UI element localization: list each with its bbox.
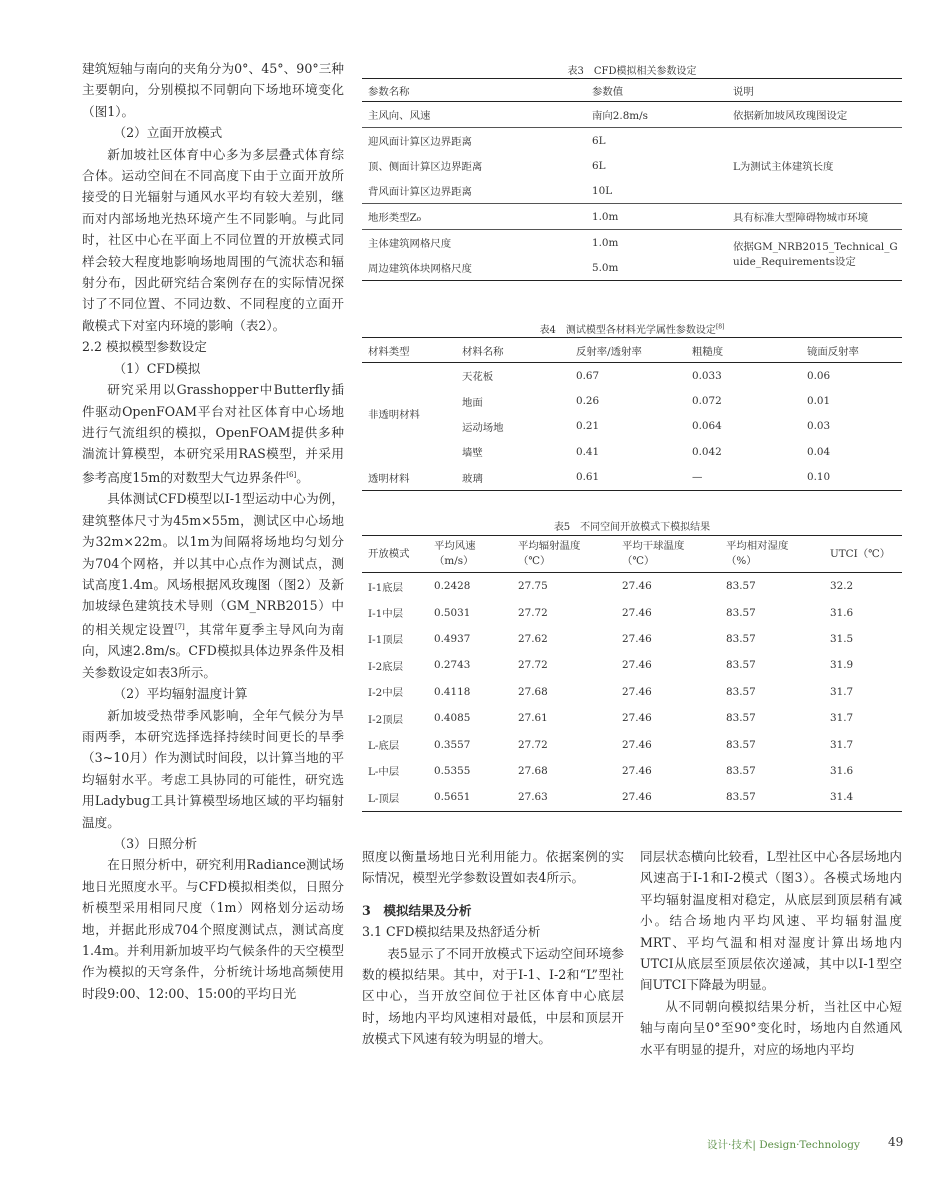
table-cell: 透明材料 xyxy=(368,472,410,485)
table-cell: 运动场地 xyxy=(462,421,504,434)
header-line: 平均风速 xyxy=(434,540,476,552)
table-cell: 0.4085 xyxy=(434,712,471,725)
table-cell: 0.4118 xyxy=(434,685,471,698)
paragraph: 从不同朝向模拟结果分析，当社区中心短轴与南向呈0°至90°变化时，场地内自然通风水平有明显的提升，对应的场地内平均 xyxy=(640,998,902,1057)
paragraph: 在日照分析中，研究利用Radiance测试场地日光照度水平。与CFD模拟相类似，日照分析模型采用相同尺度（1m）网格划分运动场地，并据此形成704个照度测试点，测试高度1.4m。并利用新加坡平均气候条件的天空模型作为模拟的天穹条件，分析统计场地高频使用时段9:00、12:00、15:00的平均日光 xyxy=(82,857,344,1001)
table-row xyxy=(362,363,902,389)
table-cell: 31.7 xyxy=(830,685,854,698)
table-cell: 27.46 xyxy=(622,764,652,777)
table-header: 材料名称 xyxy=(456,338,570,363)
table-cell: 27.46 xyxy=(622,791,652,804)
table-cell: 0.5355 xyxy=(434,764,471,777)
table-cell: 83.57 xyxy=(726,791,756,804)
table-cell: 10L xyxy=(592,184,613,197)
table3-caption: 表3 CFD模拟相关参数设定 xyxy=(567,66,697,77)
table-row xyxy=(362,102,902,128)
left-text-column xyxy=(82,58,344,1004)
table-row xyxy=(362,784,902,811)
table-cell: I-1中层 xyxy=(368,608,404,621)
table-cell: I-2底层 xyxy=(368,660,404,673)
table-cell: 27.72 xyxy=(518,738,548,751)
table-cell: 27.72 xyxy=(518,606,548,619)
table-cell: 27.46 xyxy=(622,580,652,593)
table-header xyxy=(362,536,428,573)
table-cell: 1.0m xyxy=(586,204,727,230)
table4 xyxy=(362,337,902,491)
table-cell: 27.62 xyxy=(518,632,548,645)
paragraph: 表5显示了不同开放模式下运动空间环境参数的模拟结果。其中，对于I-1、I-2和“L”型社区中心，当开放空间位于社区体育中心底层时，场地内平均风速相对最低，中层和顶层开放模式下风速有较为明显的增大。 xyxy=(362,945,624,1047)
table-cell: 83.57 xyxy=(726,712,756,725)
table-header xyxy=(616,536,720,573)
table4-caption xyxy=(362,321,902,336)
table-cell: 地面 xyxy=(462,396,483,409)
page-number: 49 xyxy=(888,1135,904,1149)
table-cell: 27.68 xyxy=(518,685,548,698)
table-cell: 0.21 xyxy=(576,420,600,433)
header-line: 平均干球温度 xyxy=(622,540,685,552)
running-footer: 设计·技术| Design·Technology xyxy=(707,1139,860,1151)
table-cell: L为测试主体建筑长度 xyxy=(727,128,902,204)
section-heading: 2.2 模拟模型参数设定 xyxy=(82,339,207,355)
table-row xyxy=(362,758,902,784)
table-cell: 27.63 xyxy=(518,791,548,804)
table-cell: 27.46 xyxy=(622,685,652,698)
table-cell: 周边建筑体块网格尺度 xyxy=(368,263,472,275)
header-line: 平均相对湿度 xyxy=(726,540,789,552)
table-cell: 27.46 xyxy=(622,712,652,725)
table-cell: 31.4 xyxy=(830,791,854,804)
table-cell: 83.57 xyxy=(726,738,756,751)
table-cell: 27.46 xyxy=(622,632,652,645)
table-cell: 0.042 xyxy=(692,445,722,458)
paragraph-end: ，其常年夏季主导风向为南向，风速2.8m/s。CFD模拟具体边界条件及相关参数设定如表3所示。 xyxy=(82,621,345,680)
table-cell: 83.57 xyxy=(726,580,756,593)
subsection-heading: （2）平均辐射温度计算 xyxy=(113,686,248,702)
table-cell: 0.41 xyxy=(576,445,600,458)
table-header xyxy=(428,536,512,573)
citation-ref: [6] xyxy=(286,470,297,479)
table-header: 参数名称 xyxy=(362,79,586,102)
table-cell: I-1底层 xyxy=(368,581,404,594)
table-cell: 31.6 xyxy=(830,764,854,777)
paragraph: 同层状态横向比较看，L型社区中心各层场地内风速高于I-1和I-2模式（图3）。各模式场地内平均辐射温度相对稳定，从底层到顶层稍有减小。结合场地内平均风速、平均辐射温度MRT、平均气温和相对湿度计算出场地内UTCI从底层至顶层依次递减，其中以I-1型空间UTCI下降最为明显。 xyxy=(640,849,902,993)
table-cell: 6L xyxy=(592,159,606,172)
table-row xyxy=(362,731,902,757)
header-line: 开放模式 xyxy=(368,547,410,560)
header-line: （m/s） xyxy=(434,555,474,567)
citation-ref: [8] xyxy=(715,323,725,331)
table-cell: I-2中层 xyxy=(368,687,404,700)
table-cell: 南向2.8m/s xyxy=(592,110,648,122)
table-cell: 83.57 xyxy=(726,685,756,698)
table-row xyxy=(362,128,902,154)
table-header: 材料类型 xyxy=(362,338,456,363)
citation-ref: [7] xyxy=(174,622,185,631)
table-cell: 0.04 xyxy=(807,445,831,458)
table-cell: 27.46 xyxy=(622,738,652,751)
table-cell: 83.57 xyxy=(726,632,756,645)
paragraph: 照度以衡量场地日光利用能力。依据案例的实际情况，模型光学参数设置如表4所示。 xyxy=(362,849,624,886)
table-cell: 31.5 xyxy=(830,632,854,645)
table-cell: L-顶层 xyxy=(368,792,400,805)
table-header: 粗糙度 xyxy=(686,338,801,363)
table-row xyxy=(362,652,902,678)
table-cell: 迎风面计算区边界距离 xyxy=(362,128,586,154)
table-cell: 0.2428 xyxy=(434,580,471,593)
table-row xyxy=(362,465,902,491)
header-line: UTCI（℃） xyxy=(830,547,891,560)
table-header: 反射率/透射率 xyxy=(570,338,686,363)
table-cell: 6L xyxy=(586,128,727,154)
table-cell: 31.9 xyxy=(830,659,854,672)
table-cell: 32.2 xyxy=(830,580,854,593)
paragraph-text: 研究采用以Grasshopper中Butterfly插件驱动OpenFOAM平台对社区体育中心场地进行气流组织的模拟，OpenFOAM提供多种湍流计算模型，本研究采用RAS模型，并采用参考高度15m的对数型大气边界条件 xyxy=(82,382,344,485)
table-cell: 0.4937 xyxy=(434,632,471,645)
table-cell: 背风面计算区边界距离 xyxy=(368,186,472,198)
table-cell: 5.0m xyxy=(592,261,619,274)
paragraph: 建筑短轴与南向的夹角分为0°、45°、90°三种主要朝向，分别模拟不同朝向下场地环境变化（图1）。 xyxy=(82,61,344,119)
header-line: （%） xyxy=(726,555,757,567)
table-header xyxy=(824,536,902,573)
table-cell: 0.26 xyxy=(576,395,600,408)
table-cell: 0.01 xyxy=(807,395,831,408)
table-cell: 天花板 xyxy=(462,371,494,384)
table-header: 说明 xyxy=(727,79,902,102)
table-cell: 主风向、风速 xyxy=(368,110,431,122)
paragraph: 新加坡受热带季风影响，全年气候分为旱雨两季，本研究选择选择持续时间更长的旱季（3~10月）作为测试时间段，以计算当地的平均辐射水平。考虑工具协同的可能性，研究选用Ladybug工具计算模型场地区域的平均辐射温度。 xyxy=(82,707,344,830)
table-cell: L-底层 xyxy=(368,740,400,753)
table-header xyxy=(720,536,824,573)
section-heading: 3 模拟结果及分析 xyxy=(362,902,472,918)
table-cell: 27.72 xyxy=(518,659,548,672)
table-cell: 27.68 xyxy=(518,764,548,777)
table-cell: 0.072 xyxy=(692,395,722,408)
table-cell: I-1顶层 xyxy=(368,634,404,647)
table-cell: 0.5651 xyxy=(434,791,471,804)
table-cell: 0.3557 xyxy=(434,738,471,751)
table-cell: 27.61 xyxy=(518,712,548,725)
subsection-heading: （1）CFD模拟 xyxy=(113,360,201,376)
table-cell: 墙壁 xyxy=(462,447,483,460)
middle-text-column xyxy=(362,846,624,1050)
table-cell: 顶、侧面计算区边界距离 xyxy=(368,161,483,173)
table-cell: 1.0m xyxy=(586,230,727,256)
table-cell: 0.10 xyxy=(807,471,831,484)
table-cell: 非透明材料 xyxy=(368,409,420,422)
table-cell: 83.57 xyxy=(726,606,756,619)
table-cell: 0.06 xyxy=(807,369,831,382)
table-cell: 依据GM_NRB2015_Technical_Guide_Requirements设定 xyxy=(727,230,902,281)
table-cell: 31.7 xyxy=(830,712,854,725)
table-cell: 83.57 xyxy=(726,659,756,672)
paragraph xyxy=(82,379,344,488)
table3 xyxy=(362,78,902,281)
table-cell: 0.5031 xyxy=(434,606,471,619)
table-cell: 0.064 xyxy=(692,420,722,433)
table-cell: 31.7 xyxy=(830,738,854,751)
table-row xyxy=(362,230,902,256)
table-cell: 0.033 xyxy=(692,369,722,382)
table-cell: 0.61 xyxy=(576,471,600,484)
table5 xyxy=(362,535,902,812)
table-row xyxy=(362,599,902,625)
table-cell: L-中层 xyxy=(368,766,400,779)
table-cell: 依据新加坡风玫瑰图设定 xyxy=(733,110,848,122)
table-cell: 27.46 xyxy=(622,659,652,672)
table-cell: 27.46 xyxy=(622,606,652,619)
table-row xyxy=(362,705,902,731)
table-cell: 主体建筑网格尺度 xyxy=(362,230,586,256)
table-cell: 0.2743 xyxy=(434,659,471,672)
table-row xyxy=(362,204,902,230)
table-cell: 0.67 xyxy=(576,369,600,382)
header-line: 平均辐射温度 xyxy=(518,540,581,552)
table-cell: 地形类型Z₀ xyxy=(362,204,586,230)
table-cell: 0.03 xyxy=(807,420,831,433)
table-cell: I-2顶层 xyxy=(368,713,404,726)
table-cell: 83.57 xyxy=(726,764,756,777)
paragraph xyxy=(82,488,344,683)
right-text-column xyxy=(640,846,902,1060)
table-cell: 27.75 xyxy=(518,580,548,593)
table5-caption: 表5 不同空间开放模式下模拟结果 xyxy=(553,522,711,533)
caption-text: 表4 测试模型各材料光学属性参数设定 xyxy=(539,325,716,336)
table-cell: 玻璃 xyxy=(462,472,483,485)
table-cell: — xyxy=(692,471,703,484)
table-row xyxy=(362,573,902,600)
table-cell: 31.6 xyxy=(830,606,854,619)
table-header xyxy=(512,536,616,573)
table-header: 镜面反射率 xyxy=(801,338,902,363)
paragraph-text: 具体测试CFD模型以I-1型运动中心为例，建筑整体尺寸为45m×55m，测试区中心场地为32m×22m。以1m为间隔将场地均匀划分为704个网格，并以其中心点作为测试点，测试高度1.4m。风场根据风玫瑰图（图2）及新加坡绿色建筑技术导则（GM_NRB2015）中的相关规定设置 xyxy=(82,491,344,637)
header-line: （℃） xyxy=(622,555,655,567)
subsection-heading: （2）立面开放模式 xyxy=(113,125,223,141)
paragraph: 新加坡社区体育中心多为多层叠式体育综合体。运动空间在不同高度下由于立面开放所接受的日光辐射与通风水平均有较大差别，继而对内部场地光热环境产生不同影响。与此同时，社区中心在平面上不同位置的开放模式同样会较大程度地影响场地周围的气流状态和辐射分布，因此研究结合案例存在的实际情况探讨了不同位置、不同边数、不同程度的立面开敞模式下对室内环境的影响（表2）。 xyxy=(82,146,344,333)
table-header: 参数值 xyxy=(586,79,727,102)
section-heading: 3.1 CFD模拟结果及热舒适分析 xyxy=(362,924,541,940)
table-row xyxy=(362,679,902,705)
table-cell: 具有标准大型障碍物城市环境 xyxy=(727,204,902,230)
subsection-heading: （3）日照分析 xyxy=(113,836,198,851)
header-line: （℃） xyxy=(518,555,551,567)
table-row xyxy=(362,626,902,652)
paragraph-end: 。 xyxy=(296,469,309,485)
